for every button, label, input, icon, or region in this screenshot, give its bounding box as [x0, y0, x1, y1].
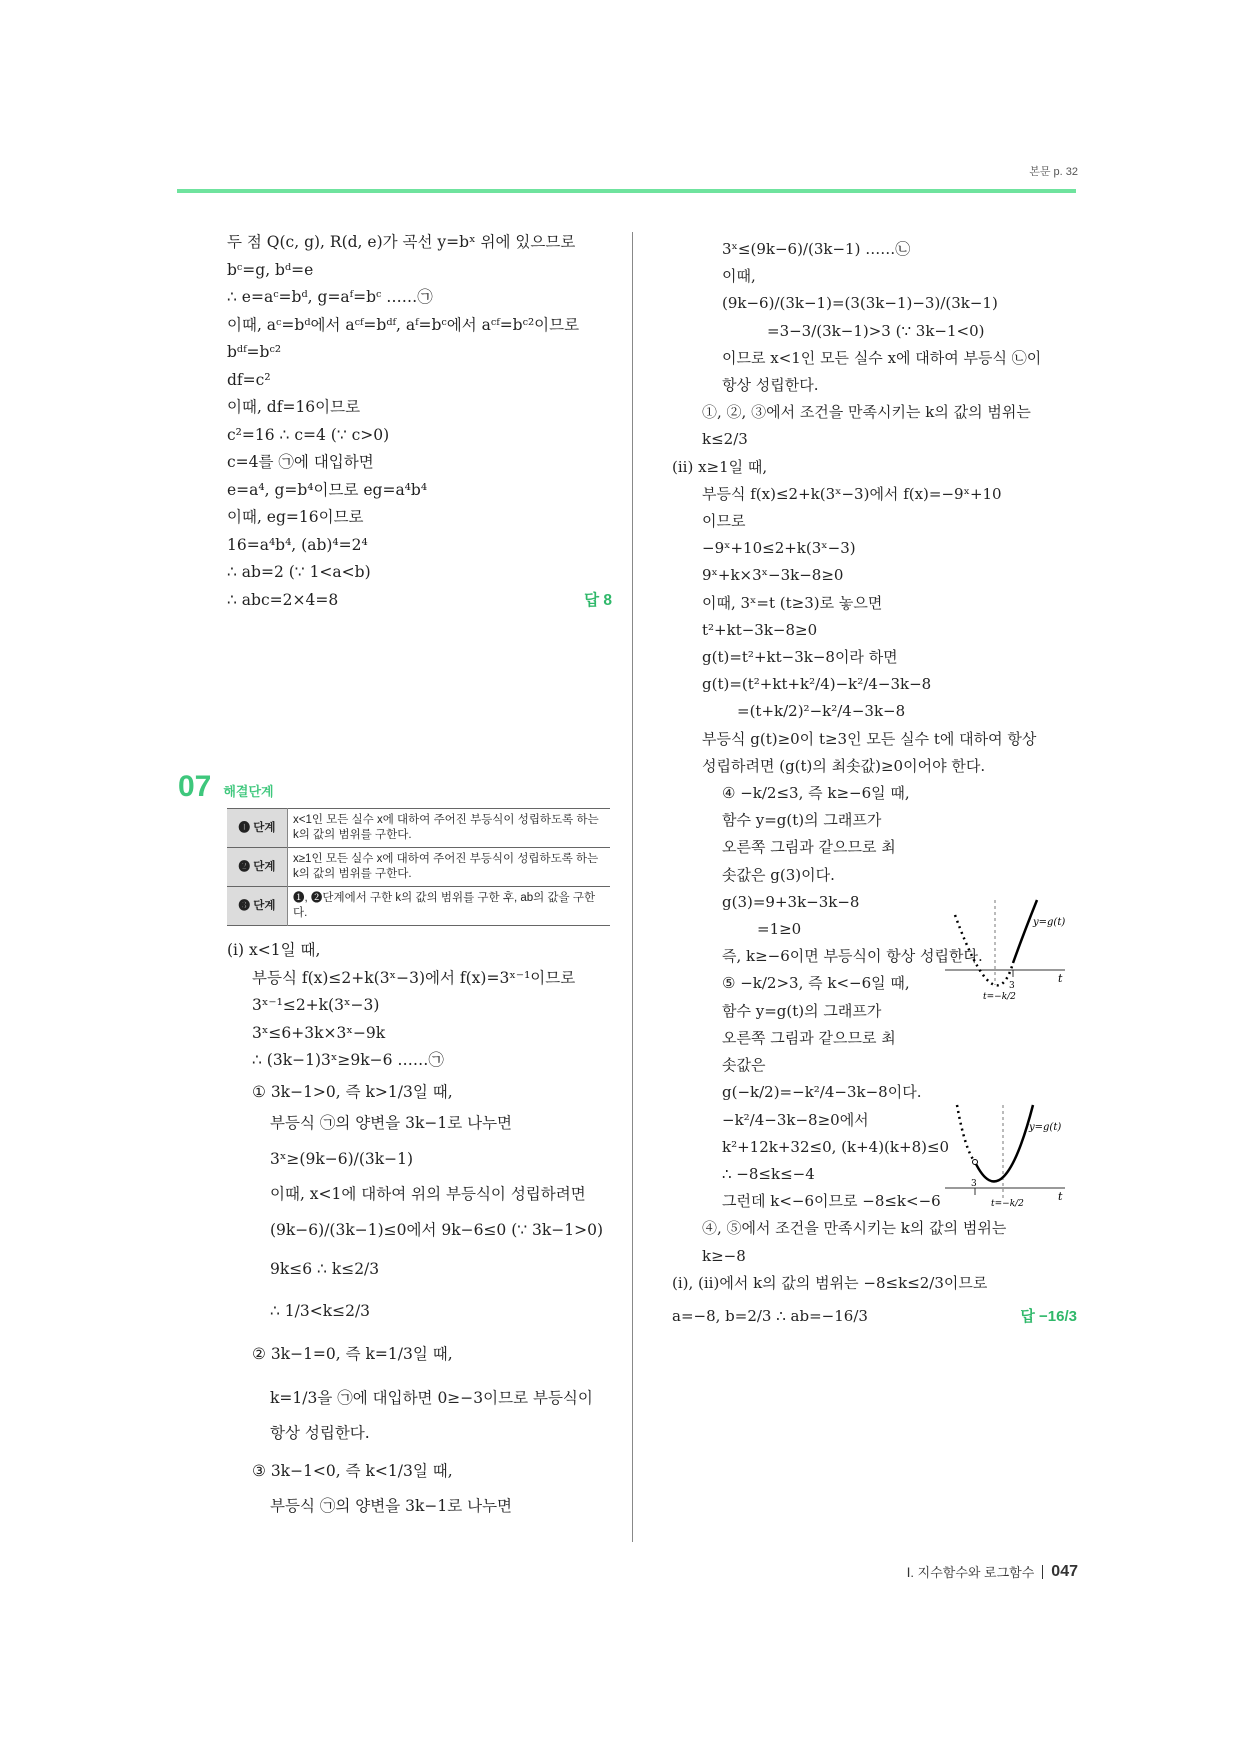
solution-line: 이때, eg=16이므로: [227, 508, 364, 526]
solution-line: ∴ (3k−1)3ˣ≥9k−6 ……㉠: [252, 1051, 444, 1069]
tick-label: 3: [971, 1179, 977, 1189]
solution-line: 부등식 f(x)≤2+k(3ˣ−3)에서 f(x)=3ˣ⁻¹이므로: [252, 968, 576, 987]
axis-label: t: [1058, 972, 1063, 985]
footer-divider: [1042, 1565, 1043, 1579]
solution-line: 3ˣ≤(9k−6)/(3k−1) ……㉡: [722, 240, 911, 258]
solution-line: −9ˣ+10≤2+k(3ˣ−3): [702, 539, 856, 558]
solution-line: c=4를 ㉠에 대입하면: [227, 453, 374, 471]
solution-line: (ii) x≥1일 때,: [672, 457, 768, 476]
step-text: ❶, ❷단계에서 구한 k의 값의 범위를 구한 후, ab의 값을 구한다.: [293, 892, 596, 919]
solution-line: −k²/4−3k−8≥0에서: [722, 1110, 869, 1129]
solution-line: 9ˣ+k×3ˣ−3k−8≥0: [702, 566, 844, 585]
page-number: 047: [1051, 1562, 1078, 1580]
solution-line: 이때, df=16이므로: [227, 398, 361, 416]
solution-steps-table: [227, 808, 610, 926]
graph-case4: [945, 895, 1075, 1010]
solution-line: 이때, aᶜ=bᵈ에서 aᶜᶠ=bᵈᶠ, aᶠ=bᶜ에서 aᶜᶠ=bᶜ²이므로: [227, 315, 580, 334]
solution-line: k≤2/3: [702, 430, 748, 449]
solution-line: =3−3/(3k−1)>3 (∵ 3k−1<0): [767, 321, 985, 340]
step-label: ❸ 단계: [227, 887, 288, 926]
problem-number: 07: [178, 770, 212, 803]
solution-line: df=c²: [227, 370, 271, 389]
step-text: x≥1인 모든 실수 x에 대하여 주어진 부등식이 성립하도록 하는 k의 값의 범위를 구한다.: [293, 853, 599, 880]
solution-line: =(t+k/2)²−k²/4−3k−8: [737, 702, 906, 721]
solution-line: 함수 y=g(t)의 그래프가: [722, 1001, 882, 1020]
solution-line: k²+12k+32≤0, (k+4)(k+8)≤0: [722, 1137, 950, 1156]
problem07-left-solution: [227, 937, 617, 1521]
parabola-solid-part: [975, 1105, 1033, 1181]
solution-line: k≥−8: [702, 1246, 746, 1265]
step-label: ❶ 단계: [227, 809, 288, 848]
solution-line: 솟값은 g(3)이다.: [722, 865, 835, 884]
solution-line: ③ 3k−1<0, 즉 k<1/3일 때,: [252, 1461, 453, 1480]
solution-line: 16=a⁴b⁴, (ab)⁴=2⁴: [227, 535, 368, 554]
solution-line: 함수 y=g(t)의 그래프가: [722, 811, 882, 830]
solution-line: 항상 성립한다.: [722, 376, 819, 395]
tick-label: 3: [1009, 981, 1015, 991]
final-answer-row: [227, 587, 612, 615]
solution-line: 항상 성립한다.: [270, 1424, 370, 1442]
solution-line: ① 3k−1>0, 즉 k>1/3일 때,: [252, 1082, 453, 1101]
solution-line: 이때,: [722, 267, 756, 286]
step-row: [227, 848, 610, 887]
vertex-label: t=−k/2: [991, 1199, 1024, 1209]
solution-line: k=1/3을 ㉠에 대입하면 0≥−3이므로 부등식이: [270, 1388, 593, 1407]
solution-line: 부등식 ㉠의 양변을 3k−1로 나누면: [270, 1497, 513, 1515]
solution-line: bᵈᶠ=bᶜ²: [227, 343, 282, 361]
solution-line: 부등식 f(x)≤2+k(3ˣ−3)에서 f(x)=−9ˣ+10: [702, 484, 1002, 503]
solution-line: (i) x<1일 때,: [227, 941, 321, 959]
solution-line: ∴ e=aᶜ=bᵈ, g=aᶠ=bᶜ ……㉠: [227, 288, 433, 306]
solution-line: 3ˣ≤6+3k×3ˣ−9k: [252, 1023, 386, 1042]
solution-line: 두 점 Q(c, g), R(d, e)가 곡선 y=bˣ 위에 있으므로: [227, 233, 576, 251]
answer-badge: 답 8: [584, 591, 612, 609]
solution-line: 3ˣ≥(9k−6)/(3k−1): [270, 1149, 414, 1168]
solution-line: ④, ⑤에서 조건을 만족시키는 k의 값의 범위는: [702, 1219, 1007, 1238]
solution-line: 3ˣ⁻¹≤2+k(3ˣ−3): [252, 996, 380, 1014]
solution-line: 이므로 x<1인 모든 실수 x에 대하여 부등식 ㉡이: [722, 348, 1042, 367]
solution-line: 오른쪽 그림과 같으므로 최: [722, 838, 896, 857]
graph-case5: [945, 1100, 1075, 1215]
solution-line: 부등식 g(t)≥0이 t≥3인 모든 실수 t에 대하여 항상: [702, 729, 1037, 748]
header-rule: [177, 189, 1076, 193]
step-row: [227, 809, 610, 848]
solution-line: 성립하려면 (g(t)의 최솟값)≥0이어야 한다.: [702, 756, 986, 775]
solution-line: c²=16 ∴ c=4 (∵ c>0): [227, 425, 390, 444]
final-line: ∴ abc=2×4=8: [227, 590, 339, 609]
step-row: [227, 887, 610, 926]
solution-line: ④ −k/2≤3, 즉 k≥−6일 때,: [722, 784, 910, 803]
solution-line: 이므로: [702, 512, 746, 531]
parabola-dotted-part: [955, 915, 1013, 985]
solution-line: 그런데 k<−6이므로 −8≤k<−6: [722, 1192, 941, 1211]
solution-line: ∴ 1/3<k≤2/3: [270, 1301, 371, 1320]
solution-line: (i), (ii)에서 k의 값의 범위는 −8≤k≤2/3이므로: [672, 1273, 988, 1292]
step-text: x<1인 모든 실수 x에 대하여 주어진 부등식이 성립하도록 하는 k의 값의 범위를 구한다.: [293, 814, 599, 841]
solution-line: bᶜ=g, bᵈ=e: [227, 260, 314, 279]
solution-line: g(−k/2)=−k²/4−3k−8이다.: [722, 1083, 922, 1102]
solution-line: (9k−6)/(3k−1)=(3(3k−1)−3)/(3k−1): [722, 294, 998, 313]
solution-line: g(3)=9+3k−3k−8: [722, 892, 860, 911]
solution-line: 이때, x<1에 대하여 위의 부등식이 성립하려면: [270, 1185, 586, 1203]
solution-line: =1≥0: [757, 920, 802, 939]
column-divider: [632, 232, 633, 1542]
solution-line: 즉, k≥−6이면 부등식이 항상 성립한다.: [722, 947, 983, 966]
final-answer-row: [672, 1303, 1077, 1330]
solution-line: ∴ ab=2 (∵ 1<a<b): [227, 563, 371, 581]
prev-problem-solution: [227, 229, 612, 614]
solution-line: 솟값은: [722, 1056, 766, 1075]
parabola-solid-part: [1013, 900, 1037, 963]
solution-line: 부등식 ㉠의 양변을 3k−1로 나누면: [270, 1114, 513, 1132]
solution-line: (9k−6)/(3k−1)≤0에서 9k−6≤0 (∵ 3k−1>0): [270, 1220, 604, 1239]
solution-line: 오른쪽 그림과 같으므로 최: [722, 1028, 896, 1047]
solution-line: ⑤ −k/2>3, 즉 k<−6일 때,: [722, 974, 910, 993]
answer-badge: 답 −16/3: [1020, 1307, 1077, 1325]
page-reference: 본문 p. 32: [1029, 166, 1078, 178]
solution-line: ∴ −8≤k≤−4: [722, 1164, 815, 1183]
problem-header: [178, 770, 274, 804]
solution-line: ② 3k−1=0, 즉 k=1/3일 때,: [252, 1345, 453, 1363]
solution-line: g(t)=t²+kt−3k−8이라 하면: [702, 648, 898, 667]
final-line: a=−8, b=2/3 ∴ ab=−16/3: [672, 1306, 868, 1325]
parabola-dotted-part: [957, 1105, 975, 1162]
step-label: ❷ 단계: [227, 848, 288, 887]
solution-line: ①, ②, ③에서 조건을 만족시키는 k의 값의 범위는: [702, 403, 1031, 422]
solution-line: 이때, 3ˣ=t (t≥3)로 놓으면: [702, 593, 883, 612]
solution-line: t²+kt−3k−8≥0: [702, 620, 818, 639]
open-point: [973, 1160, 978, 1165]
page-footer: [907, 1562, 1078, 1581]
axis-label: t: [1058, 1190, 1063, 1203]
vertex-label: t=−k/2: [983, 992, 1016, 1002]
solution-line: g(t)=(t²+kt+k²/4)−k²/4−3k−8: [702, 675, 932, 694]
solution-line: 9k≤6 ∴ k≤2/3: [270, 1260, 380, 1278]
curve-label: y=g(t): [1029, 1122, 1062, 1133]
solution-line: e=a⁴, g=b⁴이므로 eg=a⁴b⁴: [227, 480, 428, 499]
chapter-title: Ⅰ. 지수함수와 로그함수: [906, 1565, 1035, 1580]
curve-label: y=g(t): [1033, 917, 1066, 928]
problem-title: 해결단계: [223, 784, 274, 799]
